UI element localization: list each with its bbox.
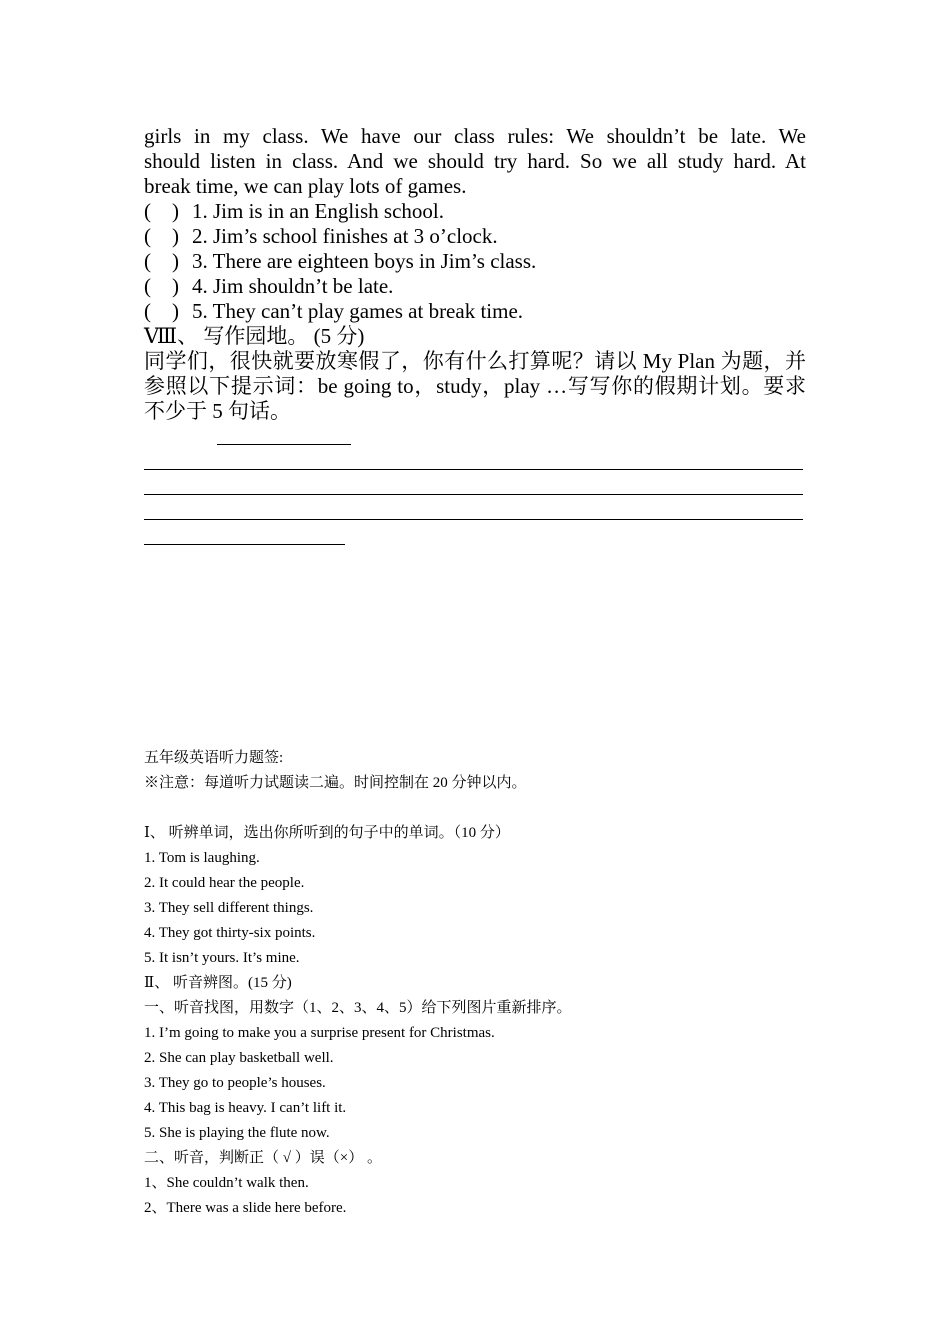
script-note: ※注意：每道听力试题读二遍。时间控制在 20 分钟以内。 (144, 775, 527, 791)
script-line: 3. They go to people’s houses. (144, 1075, 326, 1091)
script-line: 2. She can play basketball well. (144, 1050, 334, 1066)
question-item (144, 224, 498, 249)
script-section-heading: Ⅰ、 听辨单词，选出你所听到的句子中的单词。（10 分） (144, 825, 510, 841)
writing-answer-line[interactable] (144, 544, 345, 545)
prompt-line: 同学们，很快就要放寒假了，你有什么打算呢？请以 My Plan 为题，并 (144, 349, 806, 373)
script-subsection-heading: 二、听音，判断正（ √ ）误（×） 。 (144, 1150, 382, 1166)
script-line: 3. They sell different things. (144, 900, 314, 916)
writing-prompt (144, 349, 806, 424)
question-text: 4. Jim shouldn’t be late. (192, 274, 394, 298)
writing-heading: Ⅷ、 写作园地。 (5 分) (144, 324, 365, 348)
passage-line: should listen in class. And we should try hard. So we all study hard. At (144, 149, 806, 173)
question-text: 1. Jim is in an English school. (192, 199, 444, 223)
script-section-heading: Ⅱ、 听音辨图。(15 分) (144, 975, 292, 991)
script-line: 4. They got thirty-six points. (144, 925, 316, 941)
script-line: 1. I’m going to make you a surprise present for Christmas. (144, 1025, 495, 1041)
script-line: 1. Tom is laughing. (144, 850, 260, 866)
question-item (144, 299, 523, 324)
answer-blank[interactable]: ( ) (144, 249, 179, 273)
question-text: 2. Jim’s school finishes at 3 o’clock. (192, 224, 498, 248)
answer-blank[interactable]: ( ) (144, 199, 179, 223)
script-subsection-heading: 一、听音找图，用数字（1、2、3、4、5）给下列图片重新排序。 (144, 1000, 572, 1016)
writing-answer-line[interactable] (144, 519, 803, 520)
answer-blank[interactable]: ( ) (144, 224, 179, 248)
writing-answer-line[interactable] (144, 469, 803, 470)
reading-passage (144, 124, 806, 199)
prompt-line: 不少于 5 句话。 (144, 399, 291, 423)
script-line: 5. It isn’t yours. It’s mine. (144, 950, 300, 966)
script-line: 2. It could hear the people. (144, 875, 305, 891)
script-title: 五年级英语听力题签: (144, 750, 284, 766)
question-item (144, 199, 444, 224)
answer-blank[interactable]: ( ) (144, 274, 179, 298)
script-line: 4. This bag is heavy. I can’t lift it. (144, 1100, 347, 1116)
script-line: 1、She couldn’t walk then. (144, 1175, 309, 1191)
question-item (144, 274, 393, 299)
passage-line: break time, we can play lots of games. (144, 174, 467, 198)
title-answer-line[interactable] (217, 444, 351, 445)
answer-blank[interactable]: ( ) (144, 299, 179, 323)
script-line: 5. She is playing the flute now. (144, 1125, 330, 1141)
writing-answer-line[interactable] (144, 494, 803, 495)
question-text: 5. They can’t play games at break time. (192, 299, 524, 323)
passage-line: girls in my class. We have our class rules: We shouldn’t be late. We (144, 124, 806, 148)
prompt-line: 参照以下提示词：be going to，study，play …写写你的假期计划。要求 (144, 374, 806, 398)
script-line: 2、There was a slide here before. (144, 1200, 347, 1216)
question-item (144, 249, 536, 274)
question-text: 3. There are eighteen boys in Jim’s class. (192, 249, 537, 273)
